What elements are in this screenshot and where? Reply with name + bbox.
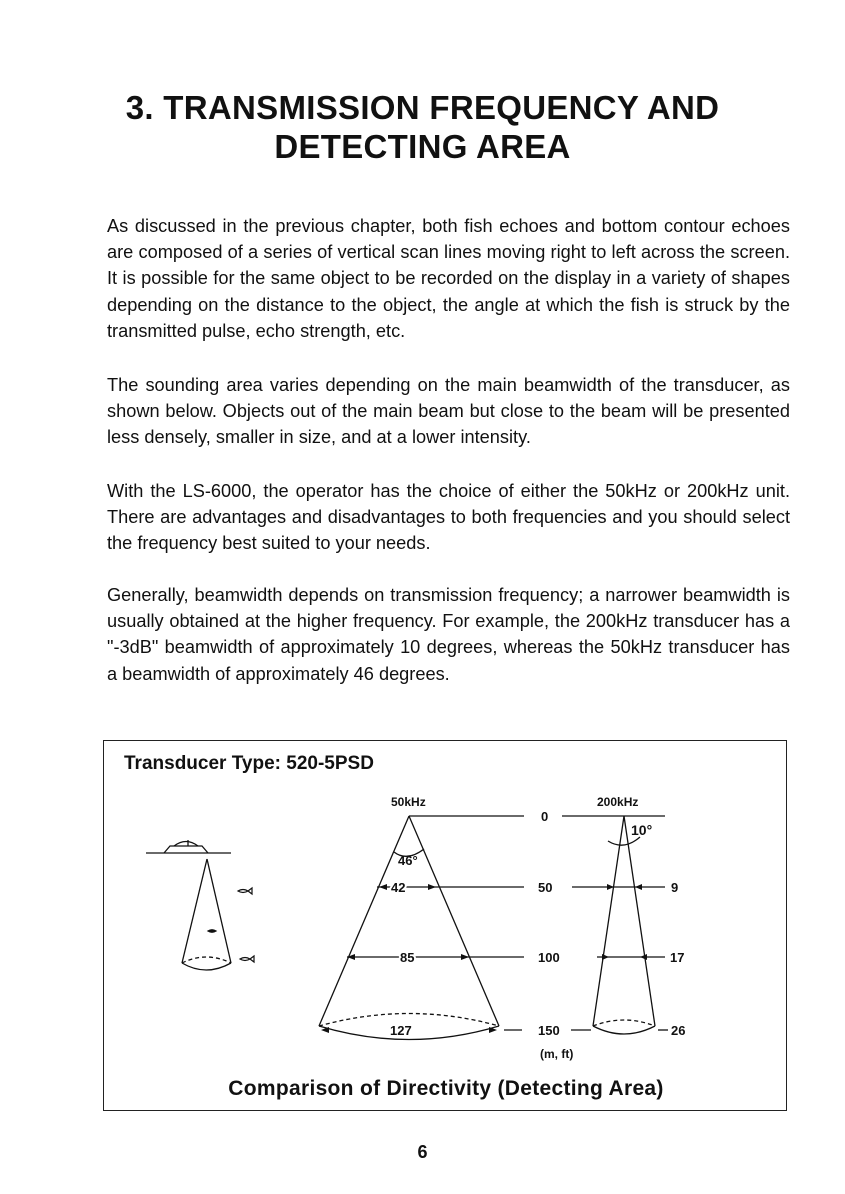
directivity-figure: [103, 740, 787, 1111]
width-200khz-at-50: 9: [671, 880, 679, 895]
angle-50khz: 46°: [398, 853, 418, 868]
width-50khz-at-150: 127: [390, 1023, 412, 1038]
label-200khz: 200kHz: [597, 795, 639, 809]
depth-150: 150: [538, 1023, 560, 1038]
paragraph-2: The sounding area varies depending on the main beamwidth of the transducer, as shown below. Objects out of the main beam but close to the beam will be presented less densely, smaller in size, and at a lower intensity.: [107, 375, 790, 448]
fish-in-beam-icon: [208, 930, 216, 933]
boat-icon: [146, 840, 231, 853]
beam-cone-50khz: [319, 816, 499, 1040]
paragraph-3: With the LS-6000, the operator has the choice of either the 50kHz or 200kHz unit. There are advantages and disadvantages to both frequencies and you should select the frequency best suited to your needs.: [107, 481, 790, 554]
depth-100: 100: [538, 950, 560, 965]
width-50khz-at-50: 42: [391, 880, 406, 895]
depth-50: 50: [538, 880, 553, 895]
width-200khz-at-100: 17: [670, 950, 685, 965]
depth-units: (m, ft): [540, 1047, 574, 1061]
fish-icon: [238, 888, 254, 962]
depth-0: 0: [541, 809, 549, 824]
label-50khz: 50kHz: [391, 795, 426, 809]
figure-title: Transducer Type: 520-5PSD: [124, 753, 374, 774]
title-line-1: 3. TRANSMISSION FREQUENCY AND: [125, 89, 720, 126]
paragraph-4: Generally, beamwidth depends on transmission frequency; a narrower beamwidth is usually obtained at the higher frequency. For example, the 200kHz transducer has a "-3dB" beamwidth of approximately 10 degrees, whereas the 50kHz transducer has a beamwidth of approximately 46 degrees.: [107, 585, 790, 684]
directivity-diagram: [104, 741, 788, 1112]
figure-caption: Comparison of Directivity (Detecting Area): [228, 1077, 664, 1100]
angle-200khz: 10°: [631, 822, 653, 838]
beam-cone-200khz: [593, 816, 655, 1034]
width-200khz-at-150: 26: [671, 1023, 686, 1038]
page-number: 6: [417, 1142, 428, 1162]
width-50khz-at-100: 85: [400, 950, 415, 965]
paragraph-1: As discussed in the previous chapter, both fish echoes and bottom contour echoes are composed of a series of vertical scan lines moving right to left across the screen. It is possible for the same object to be recorded on the display in a variety of shapes depending on the distance to the object, the angle at which the fish is struck by the transmitted pulse, echo strength, etc.: [107, 216, 790, 341]
title-line-2: DETECTING AREA: [274, 128, 571, 165]
small-beam-cone: [182, 859, 231, 970]
page-title: [0, 88, 845, 166]
